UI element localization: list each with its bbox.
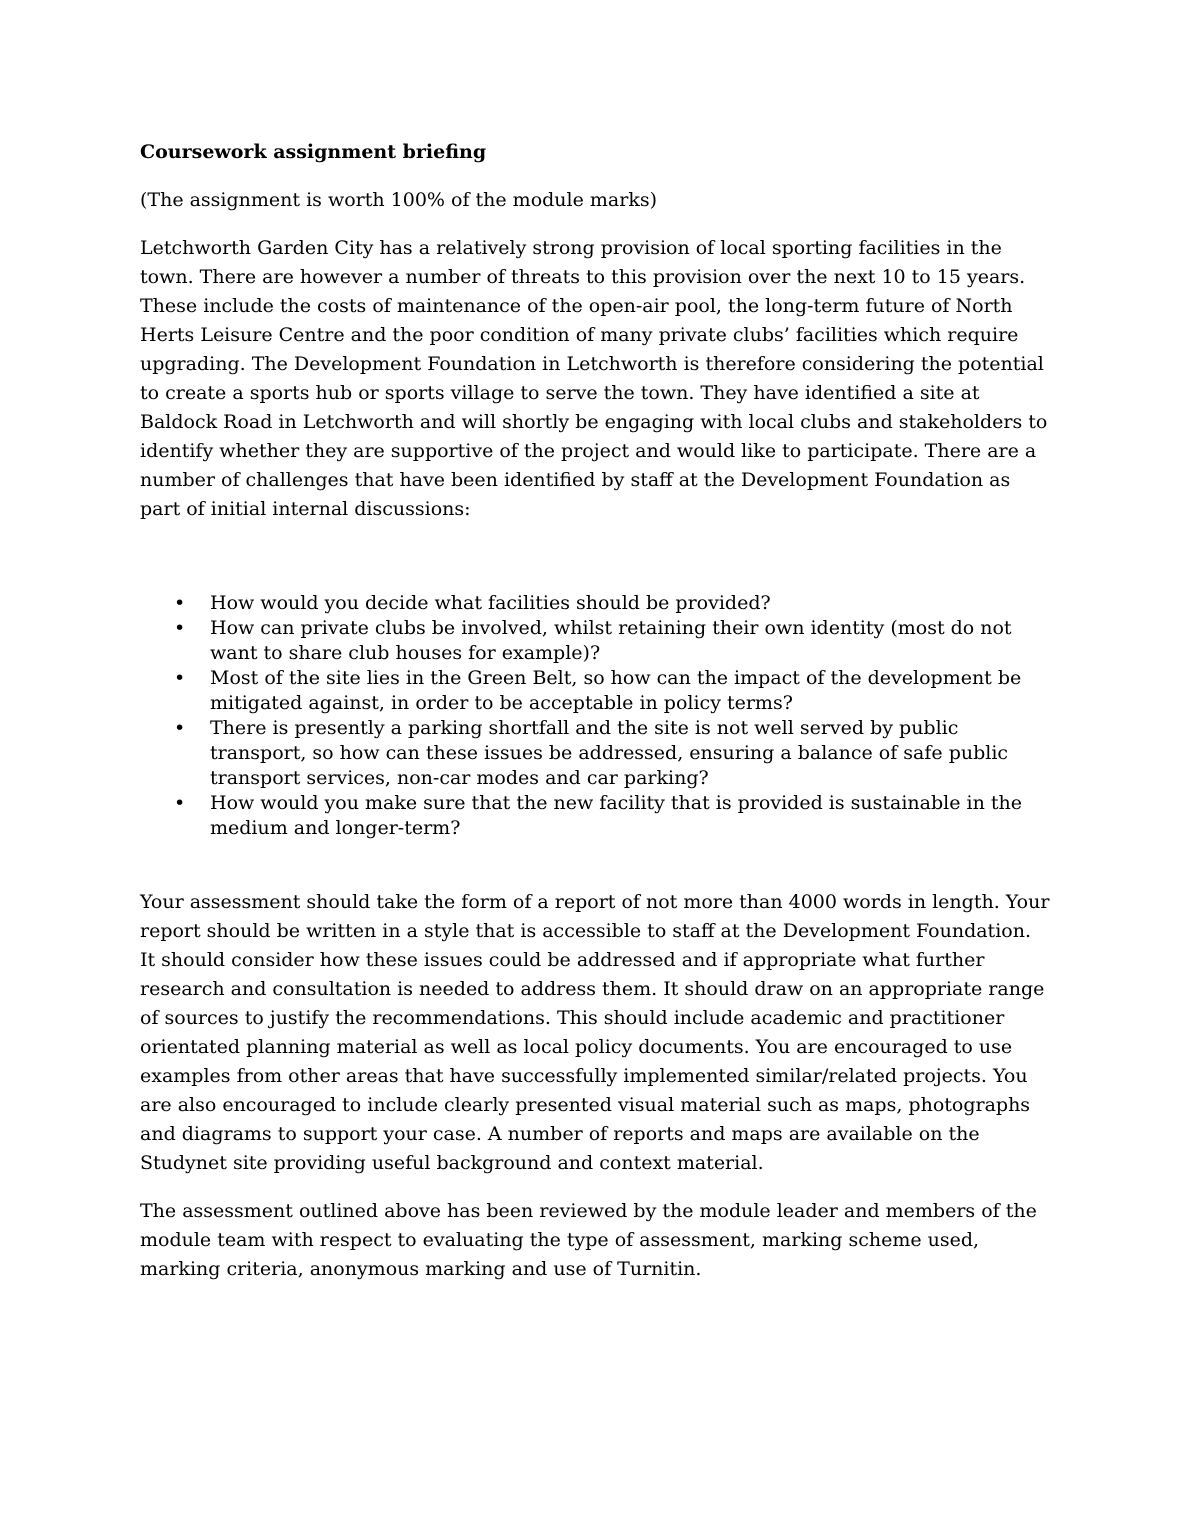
list-item-text: How can private clubs be involved, whilst retaining their own identity (most do not want to share club houses for example)? bbox=[210, 617, 1012, 664]
bullet-icon: • bbox=[174, 792, 186, 814]
bullet-icon: • bbox=[174, 717, 186, 739]
assessment-paragraph: Your assessment should take the form of a report of not more than 4000 words in length. Your report should be written in a style that is accessible to staff at the Development Foundation. It should consider how these issues could be addressed and if appropriate what further research and consultation is needed to address them. It should draw on an appropriate range of sources to justify the recommendations. This should include academic and practitioner orientated planning material as well as local policy documents. You are encouraged to use examples from other areas that have successfully implemented similar/related projects. You are also encouraged to include clearly presented visual material such as maps, photographs and diagrams to support your case. A number of reports and maps are available on the Studynet site providing useful background and context material. bbox=[140, 891, 1050, 1174]
list-item bbox=[140, 616, 1052, 666]
list-item bbox=[140, 666, 1052, 716]
intro-paragraph: Letchworth Garden City has a relatively strong provision of local sporting facilities in the town. There are however a number of threats to this provision over the next 10 to 15 years. These include the costs of maintenance of the open-air pool, the long-term future of North Herts Leisure Centre and the poor condition of many private clubs’ facilities which require upgrading. The Development Foundation in Letchworth is therefore considering the potential to create a sports hub or sports village to serve the town. They have identified a site at Baldock Road in Letchworth and will shortly be engaging with local clubs and stakeholders to identify whether they are supportive of the project and would like to participate. There are a number of challenges that have been identified by staff at the Development Foundation as part of initial internal discussions: bbox=[140, 237, 1048, 520]
list-item bbox=[140, 716, 1052, 791]
document-title: Coursework assignment briefing bbox=[140, 141, 487, 163]
list-item bbox=[140, 591, 1052, 616]
list-item-text: Most of the site lies in the Green Belt, so how can the impact of the development be mitigated against, in order to be acceptable in policy terms? bbox=[210, 667, 1022, 714]
bullet-icon: • bbox=[174, 667, 186, 689]
list-item bbox=[140, 791, 1052, 841]
review-paragraph: The assessment outlined above has been reviewed by the module leader and members of the module team with respect to evaluating the type of assessment, marking scheme used, marking criteria, anonymous marking and use of Turnitin. bbox=[140, 1200, 1037, 1280]
bullet-icon: • bbox=[174, 617, 186, 639]
worth-note: (The assignment is worth 100% of the module marks) bbox=[140, 189, 657, 211]
document-page bbox=[140, 138, 1052, 1303]
bullet-icon: • bbox=[174, 592, 186, 614]
list-item-text: There is presently a parking shortfall and the site is not well served by public transport, so how can these issues be addressed, ensuring a balance of safe public transport services, non-car modes and car parking? bbox=[210, 717, 1009, 789]
list-item-text: How would you make sure that the new facility that is provided is sustainable in the medium and longer-term? bbox=[210, 792, 1022, 839]
list-item-text: How would you decide what facilities should be provided? bbox=[210, 592, 771, 614]
challenge-list bbox=[140, 591, 1052, 841]
